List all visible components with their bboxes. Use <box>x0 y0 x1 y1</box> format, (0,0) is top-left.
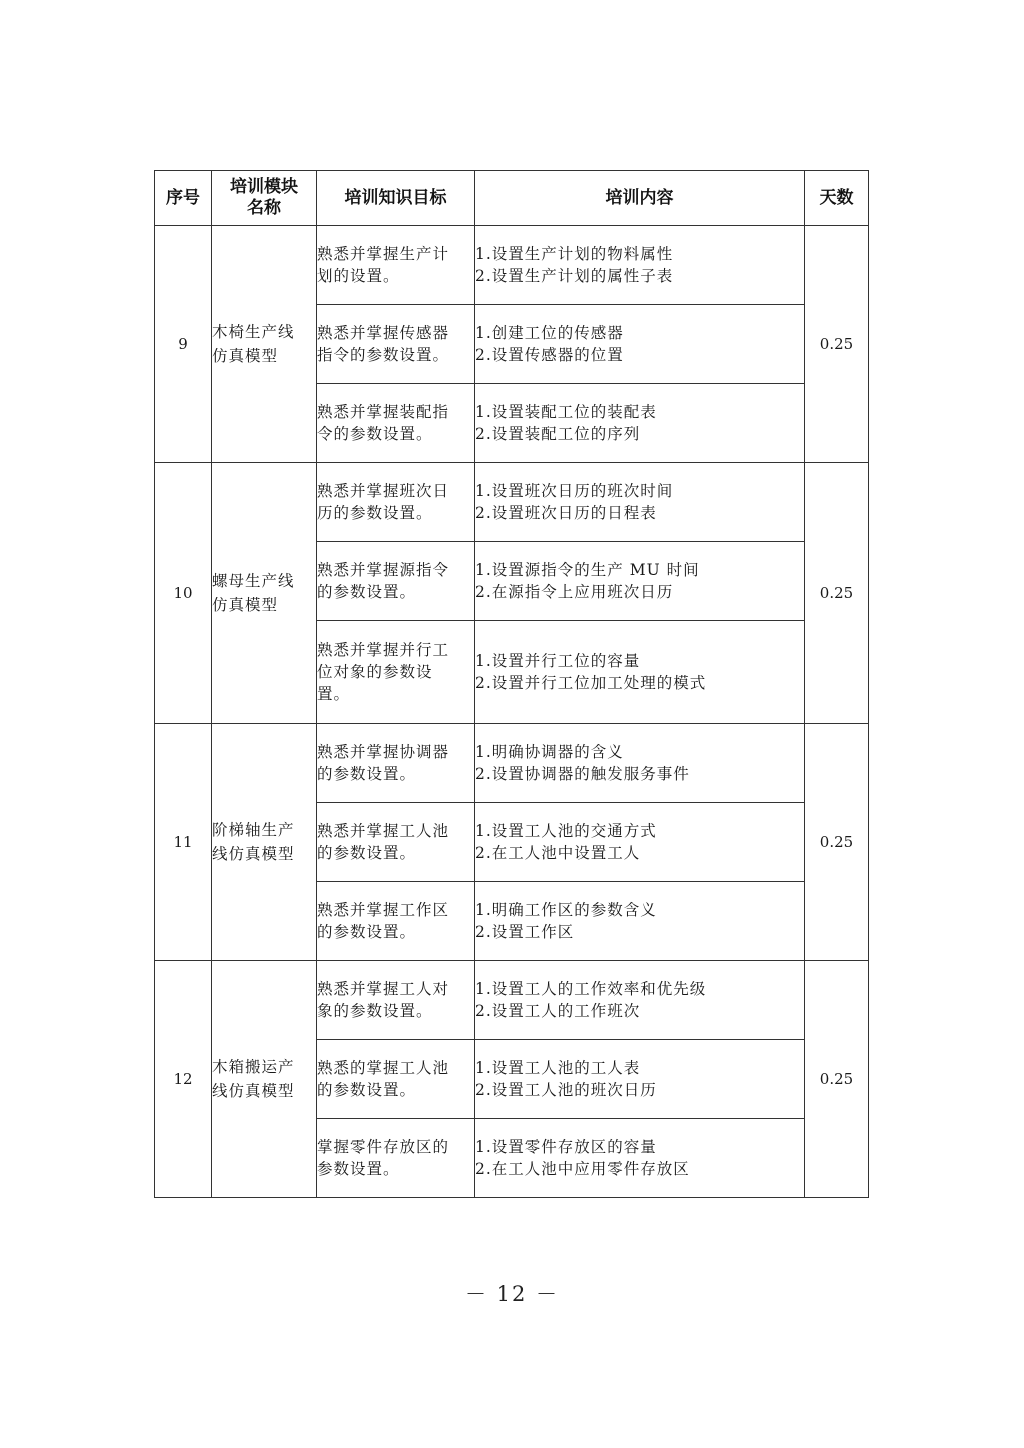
goal-line: 指令的参数设置。 <box>317 346 450 364</box>
table-row <box>155 226 869 305</box>
table-header-row <box>155 171 869 226</box>
content-cell <box>475 621 805 724</box>
content-line: 1.设置并行工位的容量 <box>475 652 641 670</box>
goal-cell <box>317 621 475 724</box>
content-line: 2.设置生产计划的属性子表 <box>475 267 674 285</box>
goal-line: 熟悉的掌握工人池 <box>317 1059 450 1077</box>
module-name-line: 仿真模型 <box>212 596 279 614</box>
table-row <box>155 724 869 803</box>
content-line: 2.设置班次日历的日程表 <box>475 504 657 522</box>
content-line: 1.设置源指令的生产 MU 时间 <box>475 561 700 579</box>
goal-line: 的参数设置。 <box>317 923 417 941</box>
content-cell <box>475 384 805 463</box>
content-line: 1.明确工作区的参数含义 <box>475 901 657 919</box>
goal-line: 熟悉并掌握工人池 <box>317 822 450 840</box>
content-line: 2.设置工作区 <box>475 923 575 941</box>
goal-cell <box>317 1119 475 1198</box>
page-number: － 12 － <box>464 1282 560 1306</box>
goal-line: 熟悉并掌握并行工 <box>317 641 450 659</box>
goal-line: 熟悉并掌握班次日 <box>317 482 450 500</box>
goal-line: 划的设置。 <box>317 267 400 285</box>
goal-line: 熟悉并掌握传感器 <box>317 324 450 342</box>
goal-line: 的参数设置。 <box>317 583 417 601</box>
content-cell <box>475 305 805 384</box>
header-goal: 培训知识目标 <box>317 171 475 226</box>
content-cell <box>475 463 805 542</box>
training-table <box>154 170 869 1198</box>
content-line: 2.在工人池中应用零件存放区 <box>475 1160 690 1178</box>
content-cell <box>475 724 805 803</box>
module-name-line: 螺母生产线 <box>212 572 295 590</box>
module-name-cell <box>212 961 317 1198</box>
goal-cell <box>317 305 475 384</box>
header-module-line: 培训模块 <box>230 177 298 197</box>
content-cell <box>475 803 805 882</box>
content-cell <box>475 961 805 1040</box>
table-row <box>155 463 869 542</box>
goal-line: 历的参数设置。 <box>317 504 433 522</box>
goal-line: 掌握零件存放区的 <box>317 1138 450 1156</box>
content-line: 1.设置工人的工作效率和优先级 <box>475 980 707 998</box>
goal-cell <box>317 384 475 463</box>
module-name-line: 仿真模型 <box>212 347 279 365</box>
goal-line: 令的参数设置。 <box>317 425 433 443</box>
goal-cell <box>317 226 475 305</box>
goal-line: 位对象的参数设 <box>317 663 433 681</box>
module-name-line: 阶梯轴生产 <box>212 821 295 839</box>
module-name-cell <box>212 463 317 724</box>
content-line: 1.设置零件存放区的容量 <box>475 1138 657 1156</box>
content-line: 1.设置工人池的工人表 <box>475 1059 641 1077</box>
goal-cell <box>317 463 475 542</box>
goal-cell <box>317 724 475 803</box>
content-line: 2.设置装配工位的序列 <box>475 425 641 443</box>
module-name-line: 线仿真模型 <box>212 1082 295 1100</box>
content-line: 2.设置工人的工作班次 <box>475 1002 641 1020</box>
goal-line: 熟悉并掌握协调器 <box>317 743 450 761</box>
header-seq: 序号 <box>155 171 212 226</box>
module-name-line: 木椅生产线 <box>212 323 295 341</box>
seq-cell: 10 <box>155 463 212 724</box>
module-name-line: 木箱搬运产 <box>212 1058 295 1076</box>
goal-cell <box>317 882 475 961</box>
module-name-line: 线仿真模型 <box>212 845 295 863</box>
content-line: 1.明确协调器的含义 <box>475 743 624 761</box>
table-row <box>155 961 869 1040</box>
header-module <box>212 171 317 226</box>
header-module-line: 名称 <box>247 198 281 218</box>
content-line: 2.设置传感器的位置 <box>475 346 624 364</box>
goal-cell <box>317 803 475 882</box>
header-content: 培训内容 <box>475 171 805 226</box>
content-line: 1.设置生产计划的物料属性 <box>475 245 674 263</box>
goal-line: 置。 <box>317 685 351 703</box>
content-line: 1.创建工位的传感器 <box>475 324 624 342</box>
content-cell <box>475 882 805 961</box>
seq-cell: 11 <box>155 724 212 961</box>
seq-cell: 9 <box>155 226 212 463</box>
goal-line: 参数设置。 <box>317 1160 400 1178</box>
days-cell: 0.25 <box>805 226 869 463</box>
content-line: 1.设置班次日历的班次时间 <box>475 482 674 500</box>
content-line: 1.设置工人池的交通方式 <box>475 822 657 840</box>
goal-line: 熟悉并掌握源指令 <box>317 561 450 579</box>
module-name-cell <box>212 226 317 463</box>
content-cell <box>475 226 805 305</box>
content-line: 2.在工人池中设置工人 <box>475 844 641 862</box>
content-cell <box>475 542 805 621</box>
content-line: 2.设置并行工位加工处理的模式 <box>475 674 707 692</box>
content-cell <box>475 1040 805 1119</box>
goal-cell <box>317 542 475 621</box>
content-line: 1.设置装配工位的装配表 <box>475 403 657 421</box>
goal-line: 的参数设置。 <box>317 844 417 862</box>
goal-line: 熟悉并掌握装配指 <box>317 403 450 421</box>
content-line: 2.设置协调器的触发服务事件 <box>475 765 690 783</box>
goal-line: 象的参数设置。 <box>317 1002 433 1020</box>
days-cell: 0.25 <box>805 463 869 724</box>
days-cell: 0.25 <box>805 961 869 1198</box>
goal-line: 的参数设置。 <box>317 1081 417 1099</box>
content-line: 2.在源指令上应用班次日历 <box>475 583 674 601</box>
days-cell: 0.25 <box>805 724 869 961</box>
goal-line: 熟悉并掌握生产计 <box>317 245 450 263</box>
goal-line: 熟悉并掌握工人对 <box>317 980 450 998</box>
header-days: 天数 <box>805 171 869 226</box>
module-name-cell <box>212 724 317 961</box>
content-line: 2.设置工人池的班次日历 <box>475 1081 657 1099</box>
goal-cell <box>317 1040 475 1119</box>
seq-cell: 12 <box>155 961 212 1198</box>
goal-line: 熟悉并掌握工作区 <box>317 901 450 919</box>
goal-cell <box>317 961 475 1040</box>
content-cell <box>475 1119 805 1198</box>
goal-line: 的参数设置。 <box>317 765 417 783</box>
